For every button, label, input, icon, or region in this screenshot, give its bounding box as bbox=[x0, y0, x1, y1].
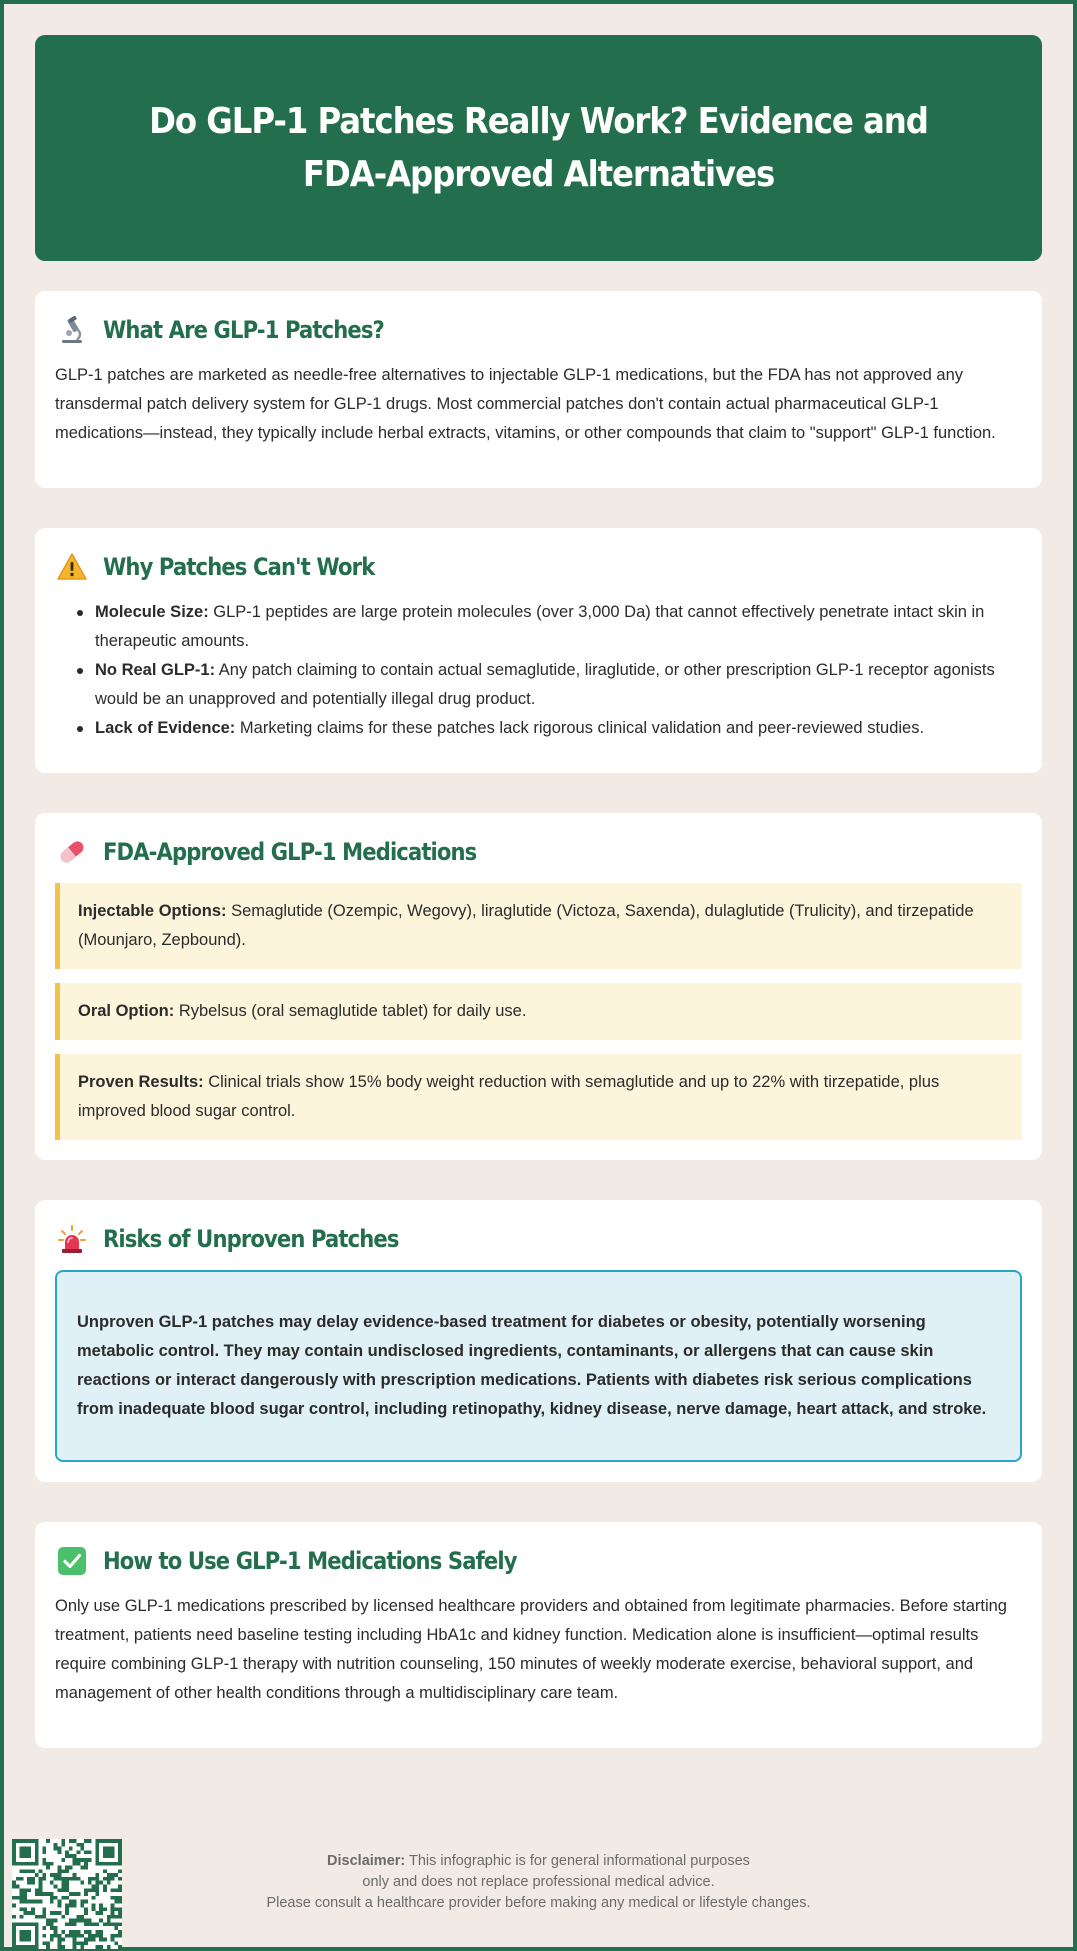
section-header bbox=[55, 1222, 1022, 1256]
section-heading: Why Patches Can't Work bbox=[103, 553, 375, 581]
disclaimer-line: Please consult a healthcare provider before making any medical or lifestyle changes. bbox=[266, 1895, 811, 1911]
note-text: Clinical trials show 15% body weight reduction with semaglutide and up to 22% with tirzepatide, plus improved blood sugar control. bbox=[78, 1073, 940, 1120]
note-label: Proven Results: bbox=[78, 1073, 204, 1091]
risk-alert-box: Unproven GLP-1 patches may delay evidence-based treatment for diabetes or obesity, potentially worsening metabolic control. They may contain undisclosed ingredients, contaminants, or allergens that can cause skin reactions or interact dangerously with prescription medications. Patients with diabetes risk serious complications from inadequate blood sugar control, including retinopathy, kidney disease, nerve damage, heart attack, and stroke. bbox=[55, 1270, 1022, 1462]
note-label: Injectable Options: bbox=[78, 902, 227, 920]
list-item-label: No Real GLP-1: bbox=[95, 661, 216, 679]
reasons-list bbox=[55, 598, 1022, 743]
note-label: Oral Option: bbox=[78, 1002, 175, 1020]
list-item-label: Lack of Evidence: bbox=[95, 719, 236, 737]
note-injectable bbox=[55, 883, 1022, 969]
microscope-icon bbox=[55, 313, 89, 347]
disclaimer-line: This infographic is for general informational purposes bbox=[405, 1853, 750, 1869]
section-why-patches-cant-work bbox=[35, 528, 1042, 773]
list-item bbox=[75, 598, 1022, 656]
warning-icon bbox=[55, 550, 89, 584]
section-risks bbox=[35, 1200, 1042, 1482]
list-item-label: Molecule Size: bbox=[95, 603, 209, 621]
disclaimer-line: only and does not replace professional medical advice. bbox=[362, 1874, 715, 1890]
section-header bbox=[55, 1544, 1022, 1578]
list-item-text: Marketing claims for these patches lack rigorous clinical validation and peer-reviewed studies. bbox=[235, 719, 925, 737]
section-header bbox=[55, 313, 1022, 347]
page-title: Do GLP-1 Patches Really Work? Evidence and FDA-Approved Alternatives bbox=[149, 101, 928, 195]
note-text: Rybelsus (oral semaglutide tablet) for daily use. bbox=[174, 1002, 527, 1020]
note-oral bbox=[55, 983, 1022, 1040]
footer bbox=[4, 1825, 1073, 1947]
section-header bbox=[55, 550, 1022, 584]
pill-icon bbox=[55, 835, 89, 869]
list-item-text: Any patch claiming to contain actual semaglutide, liraglutide, or other prescription GLP-1 receptor agonists would be an unapproved and potentially illegal drug product. bbox=[95, 661, 995, 708]
section-heading: FDA-Approved GLP-1 Medications bbox=[103, 838, 477, 866]
section-heading: Risks of Unproven Patches bbox=[103, 1225, 399, 1253]
section-paragraph: GLP-1 patches are marketed as needle-free alternatives to injectable GLP-1 medications, but the FDA has not approved any transdermal patch delivery system for GLP-1 drugs. Most commercial patches don't contain actual pharmaceutical GLP-1 medications—instead, they typically include herbal extracts, vitamins, or other compounds that claim to "support" GLP-1 function. bbox=[55, 366, 996, 442]
note-text: Semaglutide (Ozempic, Wegovy), liraglutide (Victoza, Saxenda), dulaglutide (Trulicity), and tirzepatide (Mounjaro, Zepbound). bbox=[78, 902, 974, 949]
disclaimer-label: Disclaimer: bbox=[327, 1853, 406, 1869]
disclaimer bbox=[154, 1851, 923, 1914]
siren-icon bbox=[55, 1222, 89, 1256]
note-results bbox=[55, 1054, 1022, 1140]
section-header bbox=[55, 835, 1022, 869]
section-heading: What Are GLP-1 Patches? bbox=[103, 316, 384, 344]
list-item bbox=[75, 656, 1022, 714]
qr-code-icon bbox=[12, 1839, 122, 1949]
header-banner bbox=[35, 35, 1042, 261]
section-heading: How to Use GLP-1 Medications Safely bbox=[103, 1547, 517, 1575]
check-icon bbox=[55, 1544, 89, 1578]
list-item bbox=[75, 714, 1022, 743]
medication-notes bbox=[55, 883, 1022, 1140]
section-use-safely bbox=[35, 1522, 1042, 1748]
section-fda-approved bbox=[35, 813, 1042, 1160]
list-item-text: GLP-1 peptides are large protein molecules (over 3,000 Da) that cannot effectively penetrate intact skin in therapeutic amounts. bbox=[95, 603, 985, 650]
section-paragraph: Only use GLP-1 medications prescribed by licensed healthcare providers and obtained from legitimate pharmacies. Before starting treatment, patients need baseline testing including HbA1c and kidney function. Medication alone is insufficient—optimal results require combining GLP-1 therapy with nutrition counseling, 150 minutes of weekly moderate exercise, behavioral support, and management of other health conditions through a multidisciplinary care team. bbox=[55, 1597, 1007, 1702]
section-what-are-patches bbox=[35, 291, 1042, 488]
